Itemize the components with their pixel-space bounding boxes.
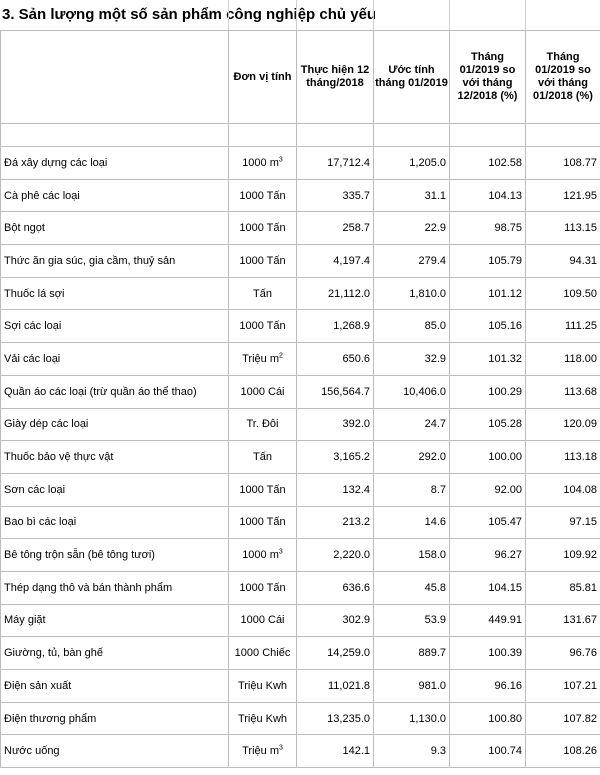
product-name: Điện thương phẩm — [1, 702, 229, 735]
estimate-01-2019-cell: 14.6 — [374, 506, 450, 539]
vs-01-2018-cell: 111.25 — [526, 310, 600, 343]
estimate-01-2019-cell: 981.0 — [374, 670, 450, 703]
unit-cell — [229, 539, 297, 572]
unit-label: 1000 Tấn — [239, 189, 286, 202]
actual-2018-cell: 11,021.8 — [297, 670, 374, 703]
table-row — [1, 506, 600, 539]
vs-12-2018-cell: 449.91 — [450, 604, 526, 637]
vs-01-2018-cell: 108.77 — [526, 147, 600, 180]
table-row — [1, 277, 600, 310]
vs-01-2018-cell: 85.81 — [526, 571, 600, 604]
unit-cell — [229, 343, 297, 376]
unit-label: Triệu Kwh — [237, 712, 288, 725]
unit-label: Triệu Kwh — [237, 679, 288, 692]
vs-12-2018-cell: 105.28 — [450, 408, 526, 441]
unit-label: 1000 Tấn — [239, 320, 286, 333]
actual-2018-cell: 4,197.4 — [297, 245, 374, 278]
product-name: Thép dạng thô và bán thành phẩm — [1, 571, 229, 604]
product-name: Máy giặt — [1, 604, 229, 637]
estimate-01-2019-cell: 32.9 — [374, 343, 450, 376]
table-row — [1, 179, 600, 212]
estimate-01-2019-cell: 24.7 — [374, 408, 450, 441]
vs-12-2018-cell: 102.58 — [450, 147, 526, 180]
unit-cell — [229, 375, 297, 408]
unit-label: 1000 m — [242, 549, 279, 562]
product-name: Nước uống — [1, 735, 229, 768]
unit-cell — [229, 277, 297, 310]
table-row — [1, 539, 600, 572]
vs-01-2018-cell: 108.26 — [526, 735, 600, 768]
header-vs-01-2018: Tháng 01/2019 so với tháng 01/2018 (%) — [526, 31, 600, 124]
unit-cell — [229, 310, 297, 343]
unit-cell — [229, 441, 297, 474]
product-name: Giày dép các loại — [1, 408, 229, 441]
unit-label: Triệu m — [242, 352, 279, 365]
unit-label: Tr. Đôi — [246, 418, 279, 431]
table-row — [1, 441, 600, 474]
table-row — [1, 735, 600, 768]
product-name: Thuốc lá sợi — [1, 277, 229, 310]
product-name: Bao bì các loại — [1, 506, 229, 539]
vs-01-2018-cell: 113.18 — [526, 441, 600, 474]
estimate-01-2019-cell: 9.3 — [374, 735, 450, 768]
table-row — [1, 604, 600, 637]
product-name: Điện sản xuất — [1, 670, 229, 703]
unit-cell — [229, 473, 297, 506]
unit-cell — [229, 702, 297, 735]
estimate-01-2019-cell: 85.0 — [374, 310, 450, 343]
spacer-row — [1, 124, 600, 147]
estimate-01-2019-cell: 8.7 — [374, 473, 450, 506]
unit-label: Triệu m — [242, 745, 279, 758]
estimate-01-2019-cell: 53.9 — [374, 604, 450, 637]
unit-cell — [229, 408, 297, 441]
vs-01-2018-cell: 107.21 — [526, 670, 600, 703]
vs-12-2018-cell: 105.79 — [450, 245, 526, 278]
unit-exponent: 3 — [278, 156, 283, 164]
actual-2018-cell: 302.9 — [297, 604, 374, 637]
unit-label: 1000 Tấn — [239, 516, 286, 529]
unit-label: Tấn — [253, 287, 272, 300]
header-vs-12-2018: Tháng 01/2019 so với tháng 12/2018 (%) — [450, 31, 526, 124]
page-title: 3. Sản lượng một số sản phẩm công nghiệp chủ yếu — [2, 6, 377, 23]
vs-01-2018-cell: 107.82 — [526, 702, 600, 735]
table-row — [1, 473, 600, 506]
grid-line — [373, 0, 374, 30]
vs-12-2018-cell: 98.75 — [450, 212, 526, 245]
actual-2018-cell: 636.6 — [297, 571, 374, 604]
estimate-01-2019-cell: 22.9 — [374, 212, 450, 245]
vs-01-2018-cell: 121.95 — [526, 179, 600, 212]
vs-01-2018-cell: 113.15 — [526, 212, 600, 245]
estimate-01-2019-cell: 1,810.0 — [374, 277, 450, 310]
unit-cell — [229, 245, 297, 278]
vs-01-2018-cell: 131.67 — [526, 604, 600, 637]
vs-01-2018-cell: 109.50 — [526, 277, 600, 310]
unit-cell — [229, 212, 297, 245]
actual-2018-cell: 3,165.2 — [297, 441, 374, 474]
unit-cell — [229, 179, 297, 212]
actual-2018-cell: 1,268.9 — [297, 310, 374, 343]
vs-12-2018-cell: 100.39 — [450, 637, 526, 670]
unit-label: Tấn — [253, 451, 272, 464]
vs-12-2018-cell: 101.32 — [450, 343, 526, 376]
vs-01-2018-cell: 96.76 — [526, 637, 600, 670]
vs-12-2018-cell: 101.12 — [450, 277, 526, 310]
vs-12-2018-cell: 96.27 — [450, 539, 526, 572]
product-name: Vải các loại — [1, 343, 229, 376]
vs-01-2018-cell: 113.68 — [526, 375, 600, 408]
unit-label: 1000 Tấn — [239, 222, 286, 235]
vs-12-2018-cell: 104.13 — [450, 179, 526, 212]
actual-2018-cell: 2,220.0 — [297, 539, 374, 572]
vs-12-2018-cell: 105.47 — [450, 506, 526, 539]
actual-2018-cell: 14,259.0 — [297, 637, 374, 670]
unit-label: 1000 Tấn — [239, 581, 286, 594]
unit-exponent: 3 — [278, 744, 283, 752]
actual-2018-cell: 650.6 — [297, 343, 374, 376]
product-name: Thuốc bảo vệ thực vật — [1, 441, 229, 474]
actual-2018-cell: 213.2 — [297, 506, 374, 539]
unit-cell — [229, 637, 297, 670]
header-row — [1, 31, 600, 124]
table-row — [1, 637, 600, 670]
unit-cell — [229, 670, 297, 703]
unit-cell — [229, 735, 297, 768]
vs-01-2018-cell: 120.09 — [526, 408, 600, 441]
actual-2018-cell: 156,564.7 — [297, 375, 374, 408]
product-name: Bột ngọt — [1, 212, 229, 245]
vs-12-2018-cell: 100.00 — [450, 441, 526, 474]
header-product — [1, 31, 229, 124]
table-row — [1, 245, 600, 278]
production-table — [0, 30, 600, 768]
vs-01-2018-cell: 104.08 — [526, 473, 600, 506]
table-row — [1, 375, 600, 408]
vs-12-2018-cell: 100.80 — [450, 702, 526, 735]
table-row — [1, 408, 600, 441]
unit-label: 1000 Cái — [240, 385, 285, 398]
product-name: Bê tông trộn sẵn (bê tông tươi) — [1, 539, 229, 572]
product-name: Đá xây dựng các loại — [1, 147, 229, 180]
vs-12-2018-cell: 104.15 — [450, 571, 526, 604]
product-name: Quần áo các loại (trừ quần áo thể thao) — [1, 375, 229, 408]
estimate-01-2019-cell: 10,406.0 — [374, 375, 450, 408]
unit-cell — [229, 506, 297, 539]
product-name: Sợi các loại — [1, 310, 229, 343]
vs-12-2018-cell: 100.74 — [450, 735, 526, 768]
product-name: Giường, tủ, bàn ghế — [1, 637, 229, 670]
unit-cell — [229, 571, 297, 604]
actual-2018-cell: 392.0 — [297, 408, 374, 441]
header-estimate-01-2019: Ước tính tháng 01/2019 — [374, 31, 450, 124]
product-name: Sơn các loại — [1, 473, 229, 506]
unit-cell — [229, 604, 297, 637]
vs-01-2018-cell: 94.31 — [526, 245, 600, 278]
header-actual-2018: Thực hiện 12 tháng/2018 — [297, 31, 374, 124]
unit-label: 1000 Chiếc — [234, 647, 291, 660]
product-name: Thức ăn gia súc, gia cầm, thuỷ sản — [1, 245, 229, 278]
grid-line — [228, 0, 229, 30]
table-row — [1, 670, 600, 703]
vs-12-2018-cell: 92.00 — [450, 473, 526, 506]
actual-2018-cell: 142.1 — [297, 735, 374, 768]
header-unit: Đơn vị tính — [229, 31, 297, 124]
actual-2018-cell: 132.4 — [297, 473, 374, 506]
product-name: Cà phê các loại — [1, 179, 229, 212]
table-row — [1, 147, 600, 180]
unit-label: 1000 Tấn — [239, 483, 286, 496]
table-row — [1, 571, 600, 604]
unit-label: 1000 m — [242, 156, 279, 169]
estimate-01-2019-cell: 158.0 — [374, 539, 450, 572]
table-row — [1, 212, 600, 245]
vs-01-2018-cell: 97.15 — [526, 506, 600, 539]
estimate-01-2019-cell: 292.0 — [374, 441, 450, 474]
vs-12-2018-cell: 96.16 — [450, 670, 526, 703]
unit-exponent: 3 — [278, 548, 283, 556]
estimate-01-2019-cell: 889.7 — [374, 637, 450, 670]
grid-line — [525, 0, 526, 30]
vs-12-2018-cell: 105.16 — [450, 310, 526, 343]
estimate-01-2019-cell: 31.1 — [374, 179, 450, 212]
vs-01-2018-cell: 109.92 — [526, 539, 600, 572]
unit-exponent: 2 — [278, 352, 283, 360]
actual-2018-cell: 13,235.0 — [297, 702, 374, 735]
unit-label: 1000 Tấn — [239, 254, 286, 267]
estimate-01-2019-cell: 1,130.0 — [374, 702, 450, 735]
vs-12-2018-cell: 100.29 — [450, 375, 526, 408]
actual-2018-cell: 258.7 — [297, 212, 374, 245]
grid-line — [296, 0, 297, 30]
table-row — [1, 343, 600, 376]
unit-label: 1000 Cái — [240, 614, 285, 627]
vs-01-2018-cell: 118.00 — [526, 343, 600, 376]
actual-2018-cell: 335.7 — [297, 179, 374, 212]
table-row — [1, 310, 600, 343]
actual-2018-cell: 21,112.0 — [297, 277, 374, 310]
estimate-01-2019-cell: 1,205.0 — [374, 147, 450, 180]
table-row — [1, 702, 600, 735]
actual-2018-cell: 17,712.4 — [297, 147, 374, 180]
unit-cell — [229, 147, 297, 180]
estimate-01-2019-cell: 45.8 — [374, 571, 450, 604]
estimate-01-2019-cell: 279.4 — [374, 245, 450, 278]
grid-line — [449, 0, 450, 30]
